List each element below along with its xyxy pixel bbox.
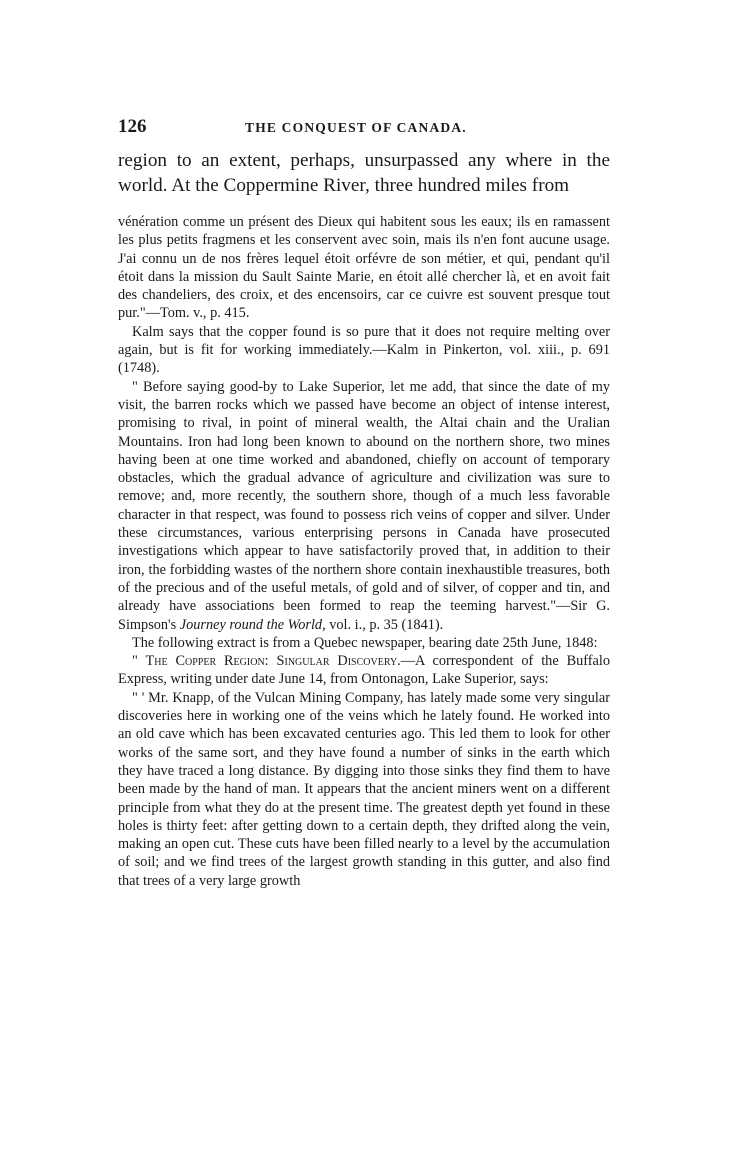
page-header	[118, 116, 610, 140]
copper-region-heading: " The Copper Region: Singular Discovery.	[132, 653, 401, 670]
main-text: region to an extent, perhaps, unsurpassed any where in the world. At the Coppermine River, three hundred miles from	[118, 150, 610, 196]
footnote	[118, 213, 610, 890]
copper-region-text: —A correspondent of the Buffalo Express, writing under date June 14, from Ontonagon, Lake Superior, says:	[118, 653, 610, 688]
simpson-quote: " Before saying good-by to Lake Superior, let me add, that since the date of my visit, the barren rocks which we passed have become an object of intense interest, promising to rival, in point of mineral wealth, the Altai chain and the Uralian Mountains. Iron had long been known to abound on the northern shore, two mines having been at one time worked and abandoned, chiefly on account of temporary obstacles, which the gradual advance of agriculture and civilization was sure to remove; and, more recently, the southern shore, though of a much less favorable character in that respect, was found to possess rich veins of copper and silver. Under these circumstances, various enterprising persons in Canada have prosecuted investigations which appear to have satisfactorily proved that, in addition to their iron, the forbidding wastes of the northern shore contain inexhaustible treasures, both of the precious and of the useful metals, of gold and of silver, of copper and tin, and already have associations been formed to reap the teeming harvest."—Sir G. Simpson's	[118, 378, 610, 633]
page-number: 126	[118, 116, 147, 137]
footnote-paragraph-knapp: " ' Mr. Knapp, of the Vulcan Mining Company, has lately made some very singular discoveries here in working one of the veins which he lately found. He worked into an old cave which has been excavated centuries ago. This led them to look for other works of the same sort, and they have found a number of sinks in the earth which they have traced a long distance. By digging into those sinks they find them to have been made by the hand of man. It appears that the ancient miners went on a different principle from what they do at the present time. The greatest depth yet found in these holes is thirty feet: after getting down to a certain depth, they drifted along the vein, making an open cut. These cuts have been filled nearly to a level by the accumulation of soil; and we find trees of the largest growth standing in this gutter, and also find that trees of a very large growth	[118, 689, 610, 889]
simpson-citation: vol. i., p. 35 (1841).	[329, 616, 444, 633]
simpson-book-title: Journey round the World,	[179, 616, 326, 633]
footnote-paragraph-kalm: Kalm says that the copper found is so pure that it does not require melting over again, but is fit for working immediately.—Kalm in Pinkerton, vol. xiii., p. 691 (1748).	[118, 323, 610, 377]
footnote-paragraph-quebec: The following extract is from a Quebec newspaper, bearing date 25th June, 1848:	[132, 634, 598, 651]
footnote-paragraph-simpson	[118, 378, 610, 634]
footnote-paragraph-french: vénération comme un présent des Dieux qui habitent sous les eaux; ils en ramassent les plus petits fragmens et les conservent avec soin, mais ils n'en font aucune usage. J'ai connu un de nos frères lequel étoit orfévre de son métier, et qui, pendant qu'il étoit dans la mission du Sault Sainte Marie, en étoit allé chercher là, et en avoit fait des chandeliers, des croix, et des encensoirs, car ce cuivre est souvent presque tout pur."—Tom. v., p. 415.	[118, 214, 610, 322]
footnote-paragraph-copper-region	[118, 652, 610, 689]
running-head: THE CONQUEST OF CANADA.	[245, 120, 467, 135]
